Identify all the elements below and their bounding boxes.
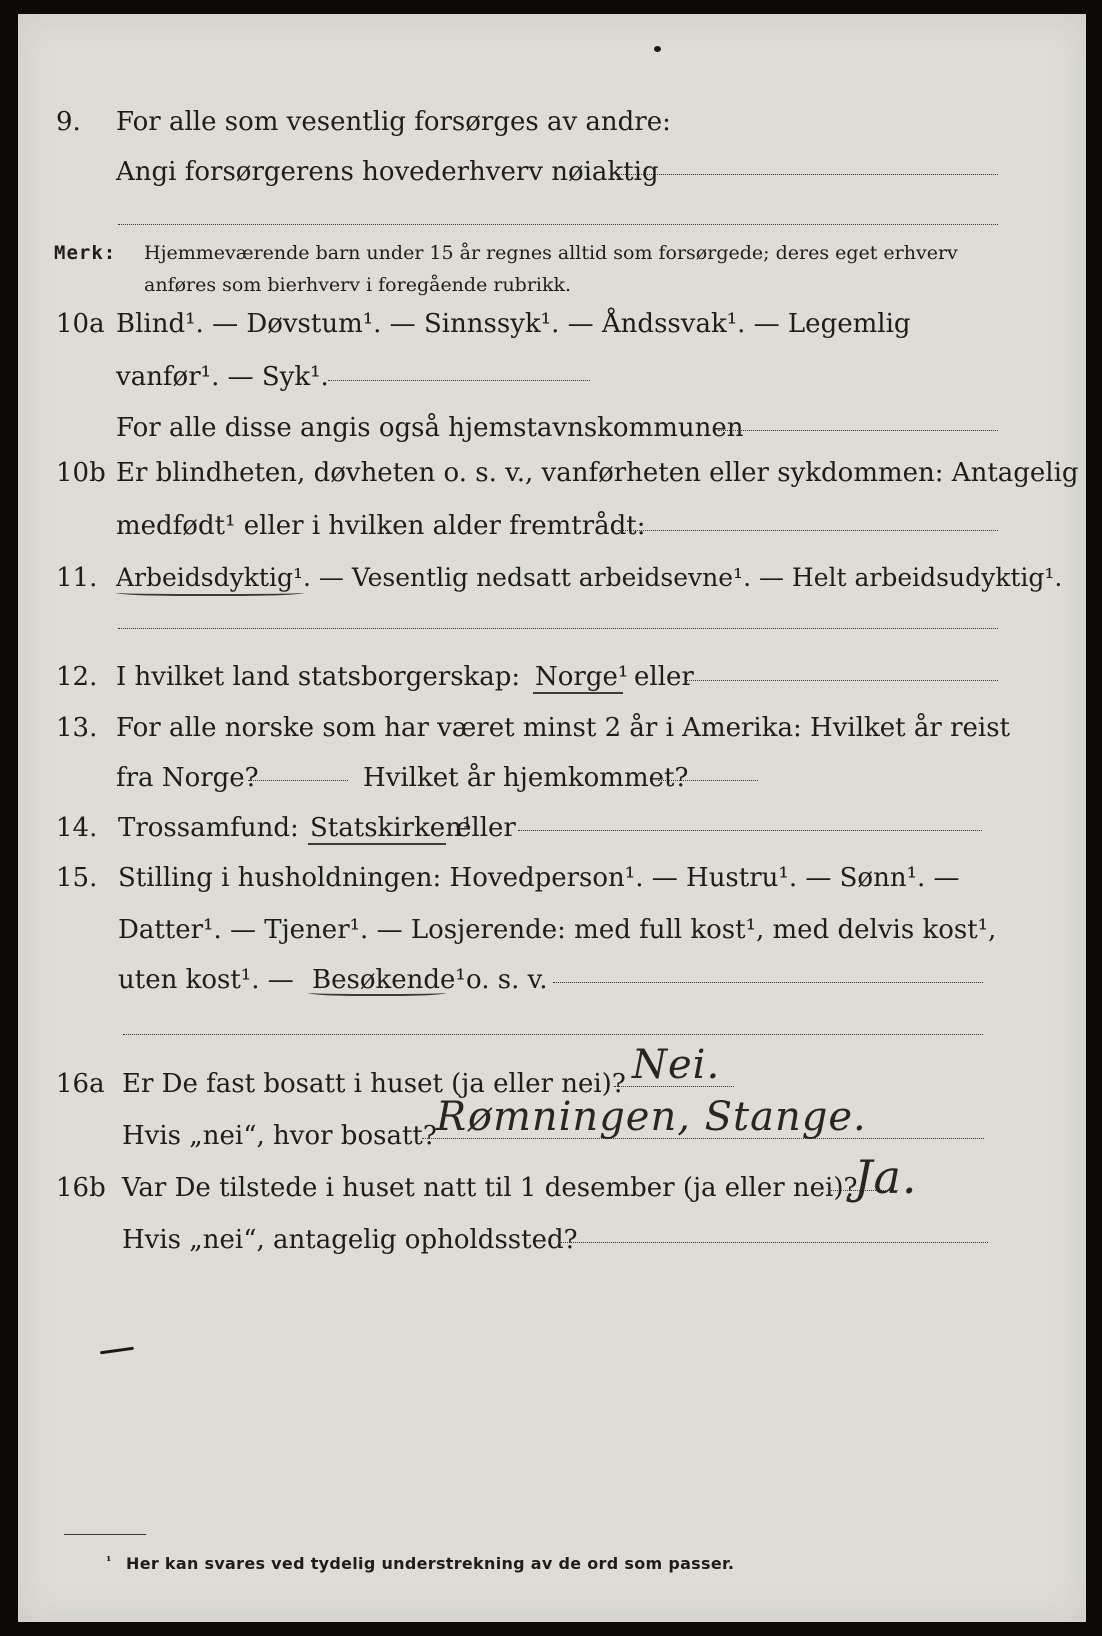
- q12-underline-norge: [533, 692, 623, 694]
- q14-underline-statskirken: [308, 843, 446, 845]
- merk-label: Merk:: [54, 242, 117, 264]
- merk-line-1: Hjemmeværende barn under 15 år regnes alltid som forsørgede; deres eget erhverv: [144, 242, 958, 264]
- q13-number: 13.: [56, 713, 98, 743]
- q11-underline-arbeidsdyktig: [116, 588, 304, 596]
- q10b-number: 10b: [56, 458, 106, 488]
- q12-option-norge[interactable]: Norge¹: [535, 662, 629, 692]
- q15-text-3-prefix: uten kost¹. —: [118, 965, 294, 995]
- q16a-text-1: Er De fast bosatt i huset (ja eller nei)?: [122, 1069, 626, 1099]
- q9-provider-occupation-field[interactable]: [618, 174, 998, 175]
- q15-text-3-suffix: o. s. v.: [466, 965, 548, 995]
- q13-text: For alle norske som har været minst 2 år i Amerika: Hvilket år reist: [116, 713, 1010, 743]
- ink-stroke: [100, 1347, 134, 1355]
- footnote-mark: ¹: [106, 1554, 112, 1568]
- q9-extra-line[interactable]: [118, 224, 998, 225]
- q15-household-field[interactable]: [553, 982, 983, 983]
- q14-eller: eller: [456, 813, 516, 843]
- q10a-text-2: vanfør¹. — Syk¹.: [116, 362, 329, 392]
- census-form-page: [18, 14, 1086, 1622]
- q10a-text-3: For alle disse angis også hjemstavnskommunen: [116, 413, 744, 443]
- q13-emigrated-field[interactable]: [248, 780, 348, 781]
- q14-label: Trossamfund:: [118, 813, 299, 843]
- q16a-handwritten-answer: Nei.: [632, 1042, 721, 1088]
- q14-option-statskirken[interactable]: Statskirken¹: [310, 813, 473, 843]
- q15-text-1: Stilling i husholdningen: Hovedperson¹. — Hustru¹. — Sønn¹. —: [118, 863, 960, 893]
- q10a-text-1: Blind¹. — Døvstum¹. — Sinnssyk¹. — Åndssvak¹. — Legemlig: [116, 309, 911, 339]
- q12-text: I hvilket land statsborgerskap:: [116, 662, 521, 692]
- q15-underline-besokende: [308, 988, 446, 996]
- q9-number: 9.: [56, 107, 81, 137]
- q16b-number: 16b: [56, 1173, 106, 1203]
- q14-denomination-field[interactable]: [518, 830, 982, 831]
- q14-number: 14.: [56, 813, 98, 843]
- q16a-handwritten-residence: Rømningen, Stange.: [436, 1094, 867, 1140]
- footnote-rule: [64, 1534, 146, 1535]
- ink-speck: [654, 46, 661, 52]
- q10b-text-1: Er blindheten, døvheten o. s. v., vanførheten eller sykdommen: Antagelig: [116, 458, 1079, 488]
- q15-number: 15.: [56, 863, 98, 893]
- q15-extra-line[interactable]: [123, 1034, 983, 1035]
- q13-emigrated-label: fra Norge?: [116, 763, 259, 793]
- q11-extra-line[interactable]: [118, 628, 998, 629]
- q11-text: Arbeidsdyktig¹. — Vesentlig nedsatt arbeidsevne¹. — Helt arbeidsudyktig¹.: [116, 563, 1063, 592]
- q11-number: 11.: [56, 563, 98, 593]
- q9-provider-occupation-label: Angi forsørgerens hovederhverv nøiaktig: [116, 157, 659, 187]
- q15-option-besokende[interactable]: Besøkende¹: [312, 965, 466, 995]
- q10a-illness-field[interactable]: [328, 380, 590, 381]
- q10a-home-municipality-field[interactable]: [718, 430, 998, 431]
- q13-returned-field[interactable]: [658, 780, 758, 781]
- q9-text: For alle som vesentlig forsørges av andre:: [116, 107, 671, 137]
- q15-text-2: Datter¹. — Tjener¹. — Losjerende: med full kost¹, med delvis kost¹,: [118, 915, 997, 945]
- q10b-age-field[interactable]: [618, 530, 998, 531]
- q12-eller: eller: [634, 662, 694, 692]
- q16b-whereabouts-field[interactable]: [558, 1242, 988, 1243]
- q10b-text-2: medfødt¹ eller i hvilken alder fremtrådt:: [116, 511, 646, 541]
- q12-number: 12.: [56, 662, 98, 692]
- q16b-text-2: Hvis „nei“, antagelig opholdssted?: [122, 1225, 578, 1255]
- q12-citizenship-field[interactable]: [686, 680, 998, 681]
- q16a-text-2: Hvis „nei“, hvor bosatt?: [122, 1121, 437, 1151]
- merk-line-2: anføres som bierhverv i foregående rubrikk.: [144, 274, 572, 296]
- q16b-text-1: Var De tilstede i huset natt til 1 desember (ja eller nei)?: [122, 1173, 858, 1203]
- q13-returned-label: Hvilket år hjemkommet?: [363, 763, 689, 793]
- q16a-number: 16a: [56, 1069, 105, 1099]
- footnote-text: Her kan svares ved tydelig understrekning av de ord som passer.: [126, 1554, 735, 1573]
- q16b-handwritten-answer: Ja.: [854, 1150, 918, 1204]
- q10a-number: 10a: [56, 309, 105, 339]
